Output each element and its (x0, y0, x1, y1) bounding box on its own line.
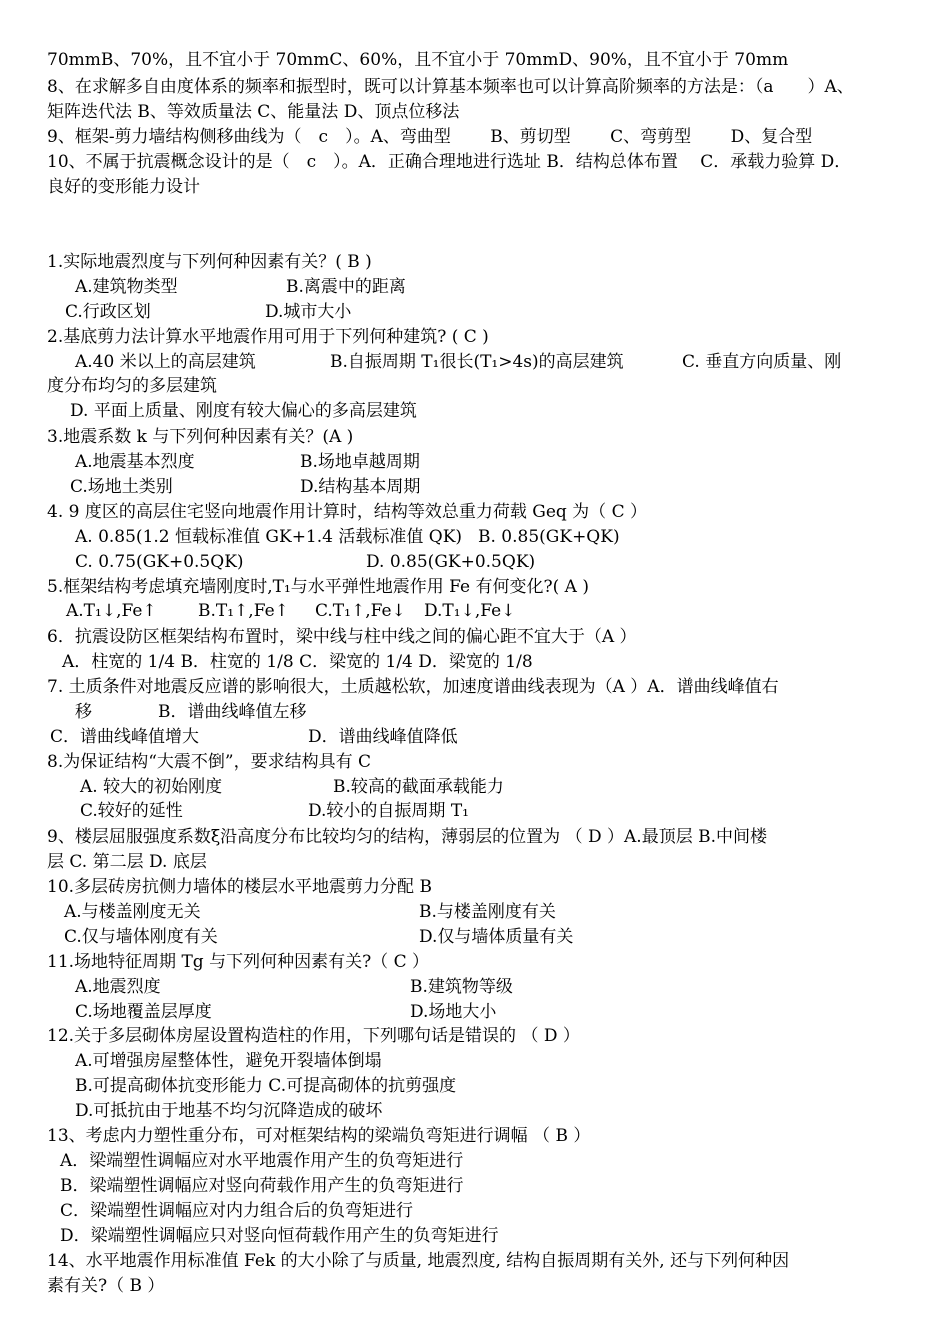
options-line: A．柱宽的 1/4 B．柱宽的 1/8 C．梁宽的 1/4 D．梁宽的 1/8 (62, 652, 533, 672)
text-line: 移 (75, 702, 92, 722)
question-10: 10.多层砖房抗侧力墙体的楼层水平地震剪力分配 B (47, 877, 432, 897)
option-b-c: B.可提高砌体抗变形能力 C.可提高砌体的抗剪强度 (75, 1076, 457, 1096)
option-b: B．梁端塑性调幅应对竖向荷载作用产生的负弯矩进行 (60, 1176, 464, 1196)
question-2: 2.基底剪力法计算水平地震作用可用于下列何种建筑? ( C ) (47, 327, 489, 347)
question-8: 8.为保证结构“大震不倒”，要求结构具有 C (47, 752, 372, 772)
option-b: B.T₁↑,Fe↑ (198, 601, 289, 621)
option-c: C．谱曲线峰值增大 (50, 727, 200, 747)
option-b: B.建筑物等级 (410, 977, 513, 997)
option-a: A.建筑物类型 (75, 277, 178, 297)
option-d: D. 0.85(GK+0.5QK) (366, 552, 536, 572)
text-line: 70mmB、70%，且不宜小于 70mmC、60%，且不宜小于 70mmD、90%，且不宜小于 70mm (47, 50, 789, 70)
option-c: C.场地覆盖层厚度 (75, 1002, 212, 1022)
option-c: C.较好的延性 (80, 801, 183, 821)
question-4: 4. 9 度区的高层住宅竖向地震作用计算时，结构等效总重力荷载 Geq 为（ C ） (47, 502, 647, 522)
option-d: D．梁端塑性调幅应只对竖向恒荷载作用产生的负弯矩进行 (60, 1226, 499, 1246)
text-line: 9、框架-剪力墙结构侧移曲线为（ c ）。A、弯曲型 B、剪切型 C、弯剪型 D、复合型 (47, 127, 813, 147)
option-b: B.与楼盖刚度有关 (419, 902, 556, 922)
option-d: D.可抵抗由于地基不均匀沉降造成的破坏 (75, 1101, 383, 1121)
option-b: B.较高的截面承载能力 (333, 777, 504, 797)
option-d: D.仅与墙体质量有关 (419, 927, 574, 947)
text-line: 层 C. 第二层 D. 底层 (47, 852, 207, 872)
option-a: A.地震基本烈度 (75, 452, 195, 472)
option-d: D.较小的自振周期 T₁ (308, 801, 469, 821)
text-line: 矩阵迭代法 B、等效质量法 C、能量法 D、顶点位移法 (47, 102, 460, 122)
text-line: 良好的变形能力设计 (47, 177, 200, 197)
text-line: 素有关?（ B ） (47, 1276, 165, 1296)
question-6: 6．抗震设防区框架结构布置时，梁中线与柱中线之间的偏心距不宜大于（A ） (47, 627, 637, 647)
option-a: A.地震烈度 (75, 977, 161, 997)
option-a: A. 0.85(1.2 恒载标准值 GK+1.4 活载标准值 QK) (75, 527, 463, 547)
option-c: C.场地土类别 (70, 477, 173, 497)
option-d: D.城市大小 (265, 302, 352, 322)
option-c: C. 0.75(GK+0.5QK) (75, 552, 244, 572)
option-a: A.40 米以上的高层建筑 (75, 352, 256, 372)
option-b: B.场地卓越周期 (300, 452, 420, 472)
option-c: C.行政区划 (65, 302, 151, 322)
option-b: B. 0.85(GK+QK) (478, 527, 620, 547)
text-line: 度分布均匀的多层建筑 (47, 376, 217, 396)
text-line: 8、在求解多自由度体系的频率和振型时，既可以计算基本频率也可以计算高阶频率的方法是：（a ）A、 (47, 77, 854, 97)
question-1: 1.实际地震烈度与下列何种因素有关？( B ) (47, 252, 372, 272)
question-11: 11.场地特征周期 Tg 与下列何种因素有关?（ C ） (47, 952, 429, 972)
option-c: C．梁端塑性调幅应对内力组合后的负弯矩进行 (60, 1201, 414, 1221)
option-b: B.离震中的距离 (286, 277, 406, 297)
option-d: D. 平面上质量、刚度有较大偏心的多高层建筑 (70, 401, 417, 421)
option-b: B．谱曲线峰值左移 (158, 702, 307, 722)
option-d: D.场地大小 (410, 1002, 497, 1022)
option-a: A.T₁↓,Fe↑ (66, 601, 157, 621)
option-a: A.与楼盖刚度无关 (64, 902, 201, 922)
question-13: 13、考虑内力塑性重分布，可对框架结构的梁端负弯矩进行调幅 （ B ） (47, 1126, 591, 1146)
option-c: C.T₁↑,Fe↓ (315, 601, 406, 621)
question-7: 7. 土质条件对地震反应谱的影响很大，土质越松软，加速度谱曲线表现为（A ）A．谱曲线峰值右 (47, 677, 779, 697)
option-d: D．谱曲线峰值降低 (308, 727, 458, 747)
option-a: A.可增强房屋整体性，避免开裂墙体倒塌 (75, 1051, 382, 1071)
question-3: 3.地震系数 k 与下列何种因素有关？(A ) (47, 427, 354, 447)
text-line: 10、不属于抗震概念设计的是（ c ）。A．正确合理地进行选址 B．结构总体布置 C．承载力验算 D． (47, 152, 852, 172)
option-b: B.自振周期 T₁很长(T₁>4s)的高层建筑 (330, 352, 624, 372)
option-c: C.仅与墙体刚度有关 (64, 927, 218, 947)
option-a: A. 较大的初始刚度 (80, 777, 223, 797)
question-14: 14、水平地震作用标准值 Fek 的大小除了与质量, 地震烈度, 结构自振周期有关外, 还与下列何种因 (47, 1251, 790, 1271)
option-d: D.T₁↓,Fe↓ (424, 601, 516, 621)
question-9: 9、楼层屈服强度系数ξ沿高度分布比较均匀的结构，薄弱层的位置为 （ D ）A.最顶层 B.中间楼 (47, 827, 767, 847)
option-a: A．梁端塑性调幅应对水平地震作用产生的负弯矩进行 (60, 1151, 464, 1171)
question-5: 5.框架结构考虑填充墙刚度时,T₁与水平弹性地震作用 Fe 有何变化?( A ) (47, 577, 589, 597)
question-12: 12.关于多层砌体房屋设置构造柱的作用，下列哪句话是错误的 （ D ） (47, 1026, 580, 1046)
option-d: D.结构基本周期 (300, 477, 421, 497)
option-c: C. 垂直方向质量、刚 (682, 352, 842, 372)
